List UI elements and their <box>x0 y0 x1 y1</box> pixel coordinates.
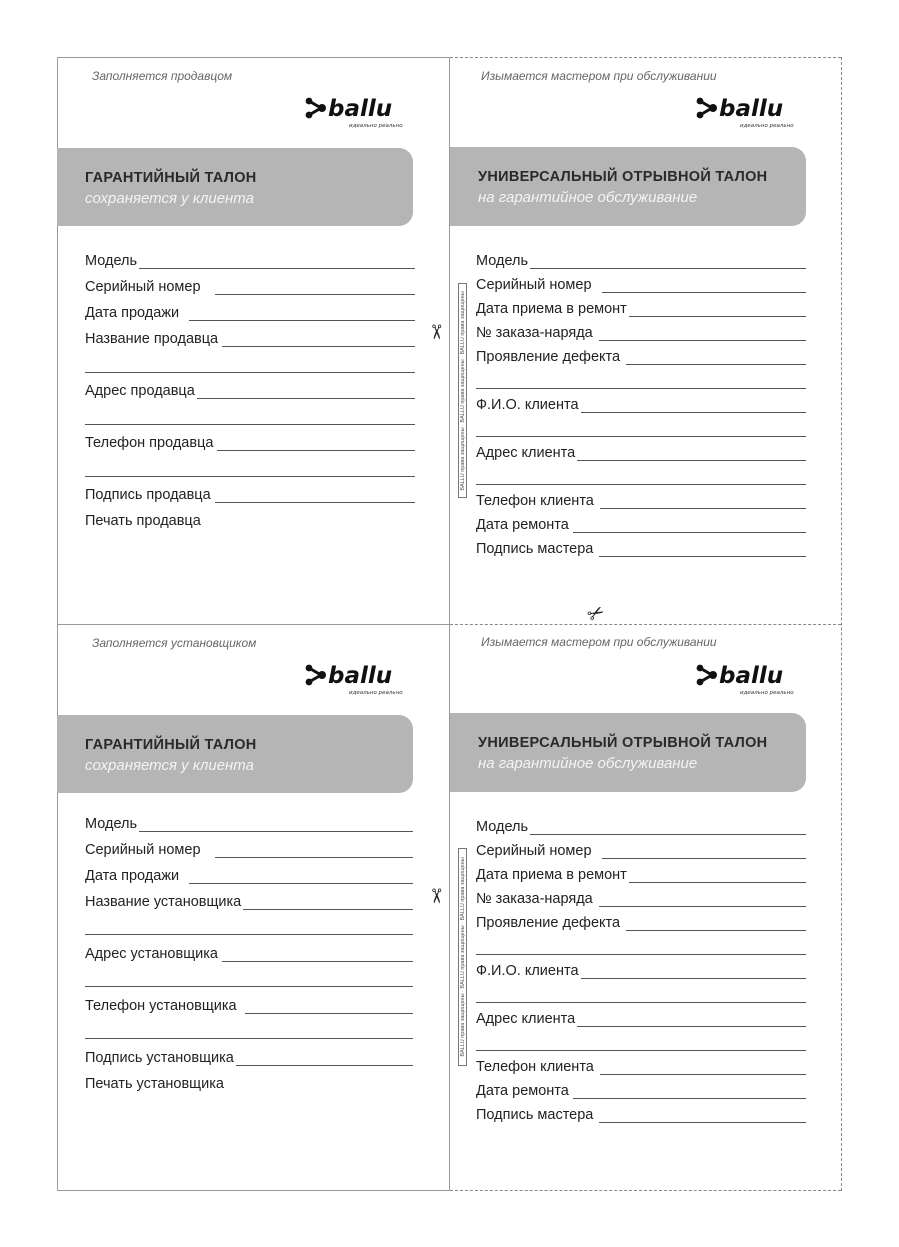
vertical-notice-bottom <box>458 848 467 1066</box>
field-sale-date[interactable]: Дата продажи <box>85 865 413 885</box>
hint-text: Изымается мастером при обслуживании <box>481 69 717 83</box>
field-seller-name-extra[interactable] <box>85 372 415 373</box>
field-repair-received-date[interactable]: Дата приема в ремонт <box>476 298 806 318</box>
logo-text: ballu <box>719 96 784 122</box>
field-model[interactable]: Модель <box>476 816 806 836</box>
card-subtitle: на гарантийное обслуживание <box>478 189 698 206</box>
field-serial[interactable]: Серийный номер <box>85 276 415 296</box>
field-seller-address[interactable]: Адрес продавца <box>85 380 415 400</box>
field-model[interactable]: Модель <box>85 250 415 270</box>
field-installer-address[interactable]: Адрес установщика <box>85 943 413 963</box>
card-title: УНИВЕРСАЛЬНЫЙ ОТРЫВНОЙ ТАЛОН <box>478 735 768 751</box>
field-master-signature[interactable]: Подпись мастера <box>476 1104 806 1124</box>
field-seller-name[interactable]: Название продавца <box>85 328 415 348</box>
field-defect[interactable]: Проявление дефекта <box>476 912 806 932</box>
card-subtitle: сохраняется у клиента <box>85 757 254 774</box>
field-serial[interactable]: Серийный номер <box>476 274 806 294</box>
logo-tagline: идеально реально <box>740 690 794 695</box>
logo-tagline: идеально реально <box>740 123 794 128</box>
field-repair-date[interactable]: Дата ремонта <box>476 514 806 534</box>
cut-line-top <box>450 57 841 58</box>
card-title: ГАРАНТИЙНЫЙ ТАЛОН <box>85 170 257 186</box>
scissors-icon: ✂ <box>424 887 447 905</box>
card-subtitle: на гарантийное обслуживание <box>478 755 698 772</box>
field-master-signature[interactable]: Подпись мастера <box>476 538 806 558</box>
ballu-logo-icon <box>305 663 415 703</box>
scissors-icon: ✂ <box>583 600 610 628</box>
field-model[interactable]: Модель <box>85 813 413 833</box>
vertical-notice-text: BALLU права защищены · BALLU права защищены · BALLU права защищены <box>459 857 466 1057</box>
field-defect-extra[interactable] <box>476 388 806 389</box>
field-client-name[interactable]: Ф.И.О. клиента <box>476 960 806 980</box>
ballu-logo-icon <box>696 663 806 703</box>
field-serial[interactable]: Серийный номер <box>476 840 806 860</box>
field-order-number[interactable]: № заказа-наряда <box>476 322 806 342</box>
field-defect[interactable]: Проявление дефекта <box>476 346 806 366</box>
field-installer-name-extra[interactable] <box>85 934 413 935</box>
ballu-logo-icon <box>305 96 415 136</box>
installer-stamp-label: Печать установщика <box>85 1076 224 1092</box>
field-client-name-extra[interactable] <box>476 436 806 437</box>
field-defect-extra[interactable] <box>476 954 806 955</box>
field-installer-phone[interactable]: Телефон установщика <box>85 995 413 1015</box>
seller-stamp-label: Печать продавца <box>85 513 201 529</box>
field-client-phone[interactable]: Телефон клиента <box>476 1056 806 1076</box>
cut-line-right <box>841 57 842 1191</box>
field-seller-phone-extra[interactable] <box>85 476 415 477</box>
card-title: ГАРАНТИЙНЫЙ ТАЛОН <box>85 737 257 753</box>
field-installer-signature[interactable]: Подпись установщика <box>85 1047 413 1067</box>
title-banner <box>450 147 806 226</box>
hint-text: Заполняется продавцом <box>92 69 233 83</box>
cut-line-middle <box>450 624 841 625</box>
field-client-address[interactable]: Адрес клиента <box>476 442 806 462</box>
field-client-name[interactable]: Ф.И.О. клиента <box>476 394 806 414</box>
field-seller-phone[interactable]: Телефон продавца <box>85 432 415 452</box>
card-subtitle: сохраняется у клиента <box>85 190 254 207</box>
logo-tagline: идеально реально <box>349 690 403 695</box>
vertical-notice-top <box>458 283 467 498</box>
card-title: УНИВЕРСАЛЬНЫЙ ОТРЫВНОЙ ТАЛОН <box>478 169 768 185</box>
field-serial[interactable]: Серийный номер <box>85 839 413 859</box>
title-banner <box>57 148 413 226</box>
field-order-number[interactable]: № заказа-наряда <box>476 888 806 908</box>
field-installer-name[interactable]: Название установщика <box>85 891 413 911</box>
field-client-phone[interactable]: Телефон клиента <box>476 490 806 510</box>
field-client-address-extra[interactable] <box>476 1050 806 1051</box>
logo-text: ballu <box>719 663 784 689</box>
field-repair-date[interactable]: Дата ремонта <box>476 1080 806 1100</box>
cut-line-bottom <box>450 1190 841 1191</box>
field-repair-received-date[interactable]: Дата приема в ремонт <box>476 864 806 884</box>
logo-text: ballu <box>328 663 393 689</box>
hint-text: Изымается мастером при обслуживании <box>481 635 717 649</box>
scissors-icon: ✂ <box>424 323 447 341</box>
logo-tagline: идеально реально <box>349 123 403 128</box>
field-model[interactable]: Модель <box>476 250 806 270</box>
field-client-address-extra[interactable] <box>476 484 806 485</box>
field-client-address[interactable]: Адрес клиента <box>476 1008 806 1028</box>
ballu-logo-icon <box>696 96 806 136</box>
title-banner <box>57 715 413 793</box>
title-banner <box>450 713 806 792</box>
field-seller-signature[interactable]: Подпись продавца <box>85 484 415 504</box>
logo-text: ballu <box>328 96 393 122</box>
field-sale-date[interactable]: Дата продажи <box>85 302 415 322</box>
field-client-name-extra[interactable] <box>476 1002 806 1003</box>
field-installer-phone-extra[interactable] <box>85 1038 413 1039</box>
vertical-notice-text: BALLU права защищены · BALLU права защищены · BALLU права защищены <box>459 290 466 491</box>
hint-text: Заполняется установщиком <box>92 636 257 650</box>
field-seller-address-extra[interactable] <box>85 424 415 425</box>
field-installer-address-extra[interactable] <box>85 986 413 987</box>
